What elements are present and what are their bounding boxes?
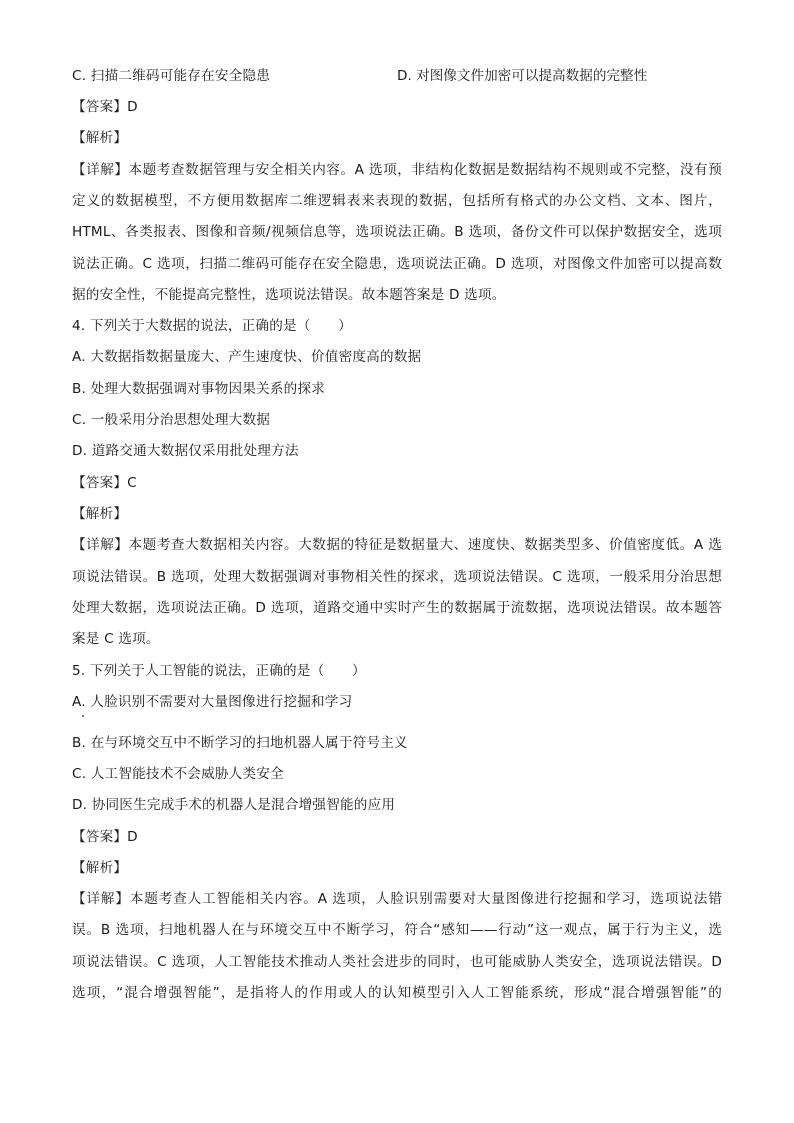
q3-detail-line: HTML、各类报表、图像和音频/视频信息等，选项说法正确。B 选项，备份文件可以保护数据安全，选项: [72, 224, 722, 240]
q3-answer: 【答案】D: [72, 99, 138, 115]
q4-detail-line: 案是 C 选项。: [72, 631, 160, 647]
q4-option-c: C. 一般采用分治思想处理大数据: [72, 412, 271, 428]
q5-stem: 5. 下列关于人工智能的说法，正确的是（ ）: [72, 663, 366, 679]
q4-analysis-label: 【解析】: [72, 506, 128, 522]
q4-detail-line: 项说法错误。B 选项，处理大数据强调对事物相关性的探求，选项说法错误。C 选项，一般采用分治思想: [72, 569, 722, 585]
q5-answer: 【答案】D: [72, 829, 138, 845]
q5-detail-line: 【详解】本题考查人工智能相关内容。A 选项，人脸识别需要对大量图像进行挖掘和学习，选项说法错: [72, 891, 722, 907]
q3-detail-line: 说法正确。C 选项，扫描二维码可能存在安全隐患，选项说法正确。D 选项，对图像文件加密可以提高数: [72, 256, 722, 272]
q4-detail-line: 【详解】本题考查大数据相关内容。大数据的特征是数据量大、速度快、数据类型多、价值密度低。A 选: [72, 537, 722, 553]
q3-detail-line: 【详解】本题考查数据管理与安全相关内容。A 选项，非结构化数据是数据结构不规则或不完整，没有预: [72, 162, 722, 178]
q4-option-a: A. 大数据指数据量庞大、产生速度快、价值密度高的数据: [72, 349, 422, 365]
q4-option-b: B. 处理大数据强调对事物因果关系的探求: [72, 381, 326, 397]
q5-detail-line: 项说法错误。C 选项，人工智能技术推动人类社会进步的同时，也可能威胁人类安全，选项说法错误。D: [72, 954, 722, 970]
q4-answer: 【答案】C: [72, 475, 137, 491]
q3-option-d: D. 对图像文件加密可以提高数据的完整性: [397, 68, 648, 84]
q5-option-a: A. 人脸识别不需要对大量图像进行挖掘和学习: [72, 694, 353, 710]
q5-detail-line: 选项，“混合增强智能”，是指将人的作用或人的认知模型引入人工智能系统，形成“混合增强智能”的: [72, 985, 722, 1001]
q4-stem: 4. 下列关于大数据的说法，正确的是（ ）: [72, 318, 352, 334]
q5-detail-line: 误。B 选项，扫地机器人在与环境交互中不断学习，符合“感知——行动”这一观点，属于行为主义，选: [72, 922, 722, 938]
q3-detail-line: 定义的数据模型，不方便用数据库二维逻辑表来表现的数据，包括所有格式的办公文档、文本、图片，: [72, 193, 722, 209]
q3-analysis-label: 【解析】: [72, 130, 128, 146]
q5-option-c: C. 人工智能技术不会威胁人类安全: [72, 766, 284, 782]
q4-option-d: D. 道路交通大数据仅采用批处理方法: [72, 443, 299, 459]
q4-detail-line: 处理大数据，选项说法正确。D 选项，道路交通中实时产生的数据属于流数据，选项说法错误。故本题答: [72, 600, 722, 616]
q3-detail-line: 据的安全性，不能提高完整性，选项说法错误。故本题答案是 D 选项。: [72, 287, 506, 303]
q5-analysis-label: 【解析】: [72, 860, 128, 876]
stray-mark: [82, 715, 84, 717]
q5-option-b: B. 在与环境交互中不断学习的扫地机器人属于符号主义: [72, 735, 408, 751]
q5-option-d: D. 协同医生完成手术的机器人是混合增强智能的应用: [72, 797, 396, 813]
q3-option-c: C. 扫描二维码可能存在安全隐患: [72, 68, 271, 84]
